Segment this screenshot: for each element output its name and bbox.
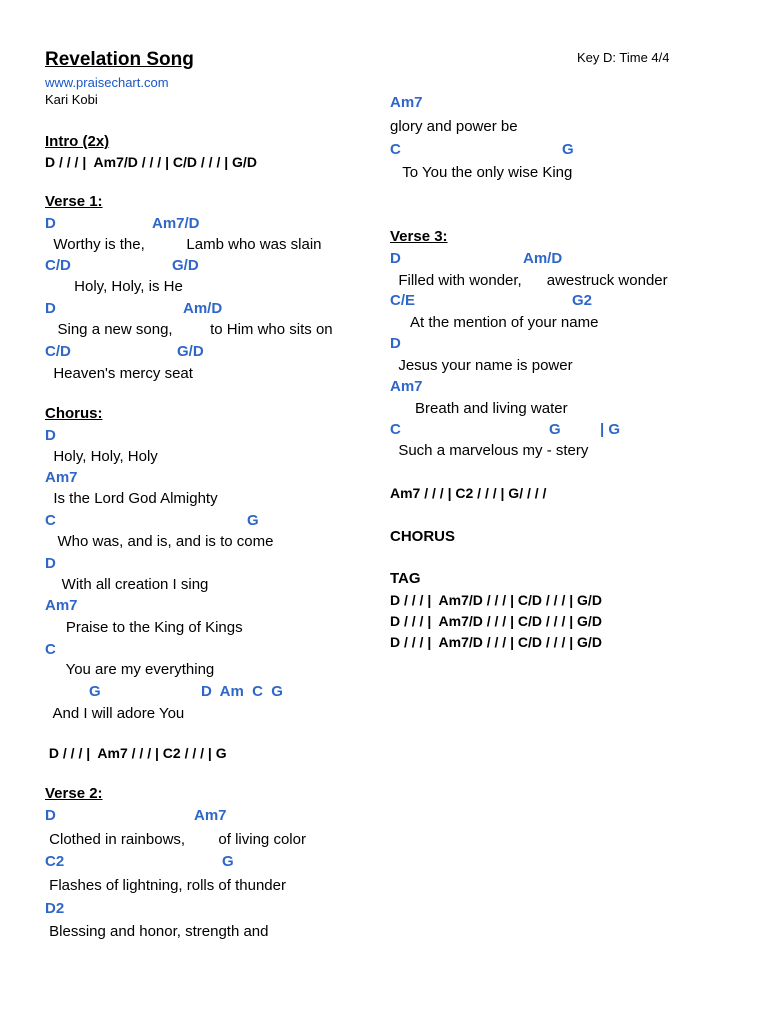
lyric-line: Who was, and is, and is to come — [45, 533, 274, 550]
chord: C — [390, 421, 401, 438]
lyric-line: Is the Lord God Almighty — [45, 490, 218, 507]
chord: C — [45, 641, 56, 658]
chord: C/E — [390, 292, 416, 309]
chord: Am7 — [390, 94, 423, 111]
chord: Am7 — [45, 469, 78, 486]
chord: G — [222, 853, 234, 870]
chord: D — [45, 555, 56, 572]
lyric-line: Such a marvelous my - stery — [390, 442, 589, 459]
lyric-line: Worthy is the, Lamb who was slain — [45, 236, 322, 253]
lyric-line: Praise to the King of Kings — [45, 619, 243, 636]
lyric-line: Filled with wonder, awestruck wonder — [390, 272, 668, 289]
chord: G — [247, 512, 259, 529]
lyric-line: Heaven's mercy seat — [45, 365, 193, 382]
lyric-line: Jesus your name is power — [390, 357, 573, 374]
chord: D — [390, 335, 401, 352]
tag-heading: TAG — [390, 570, 421, 587]
chord: C/D — [45, 343, 71, 360]
lyric-line: Holy, Holy, Holy — [45, 448, 158, 465]
chord: D Am C G — [201, 683, 283, 700]
chord: D — [45, 215, 56, 232]
website-link[interactable]: www.praisechart.com — [45, 75, 169, 90]
chord: Am7 — [390, 378, 423, 395]
chord: Am7/D — [152, 215, 200, 232]
chorus-reference: CHORUS — [390, 528, 456, 545]
lyric-line: glory and power be — [390, 118, 518, 135]
intro-bars: D / / / | Am7/D / / / | C/D / / / | G/D — [45, 154, 257, 170]
song-title: Revelation Song — [45, 49, 194, 70]
chord: D — [390, 250, 401, 267]
chord: C — [45, 512, 56, 529]
verse3-heading: Verse 3: — [390, 228, 448, 245]
chord: Am7 — [45, 597, 78, 614]
chord: G/D — [177, 343, 204, 360]
chord: Am/D — [183, 300, 223, 317]
chord: Am/D — [523, 250, 563, 267]
lyric-line: At the mention of your name — [390, 314, 599, 331]
author-name: Kari Kobi — [45, 92, 98, 107]
chord: G/D — [172, 257, 199, 274]
lyric-line: Flashes of lightning, rolls of thunder — [45, 877, 286, 894]
tag-bars: D / / / | Am7/D / / / | C/D / / / | G/D — [390, 613, 602, 629]
lyric-line: You are my everything — [45, 661, 215, 678]
tag-bars: D / / / | Am7/D / / / | C/D / / / | G/D — [390, 634, 602, 650]
lyric-line: Blessing and honor, strength and — [45, 923, 269, 940]
lyric-line: And I will adore You — [45, 705, 185, 722]
chorus-turnaround-bars: D / / / | Am7 / / / | C2 / / / | G — [45, 745, 227, 761]
verse3-turnaround-bars: Am7 / / / | C2 / / / | G/ / / / — [390, 485, 547, 501]
lyric-line: Sing a new song, to Him who sits on — [45, 321, 333, 338]
chord: G2 — [572, 292, 593, 309]
lyric-line: Breath and living water — [390, 400, 568, 417]
chord: G — [549, 421, 561, 438]
lyric-line: Clothed in rainbows, of living color — [45, 831, 306, 848]
chord: G — [562, 141, 574, 158]
chord: G — [89, 683, 101, 700]
chord: D — [45, 427, 56, 444]
chord: D2 — [45, 900, 65, 917]
lyric-line: With all creation I sing — [45, 576, 209, 593]
verse2-heading: Verse 2: — [45, 785, 103, 802]
lyric-line: To You the only wise King — [390, 164, 573, 181]
chord: D — [45, 807, 56, 824]
chord: C — [390, 141, 401, 158]
chorus-heading: Chorus: — [45, 405, 103, 422]
lyric-line: Holy, Holy, is He — [45, 278, 183, 295]
intro-heading: Intro (2x) — [45, 133, 110, 150]
verse1-heading: Verse 1: — [45, 193, 103, 210]
chord: D — [45, 300, 56, 317]
chord: | G — [600, 421, 621, 438]
chord: C2 — [45, 853, 65, 870]
key-time-signature: Key D: Time 4/4 — [577, 50, 670, 65]
chord: Am7 — [194, 807, 227, 824]
tag-bars: D / / / | Am7/D / / / | C/D / / / | G/D — [390, 592, 602, 608]
chord: C/D — [45, 257, 71, 274]
